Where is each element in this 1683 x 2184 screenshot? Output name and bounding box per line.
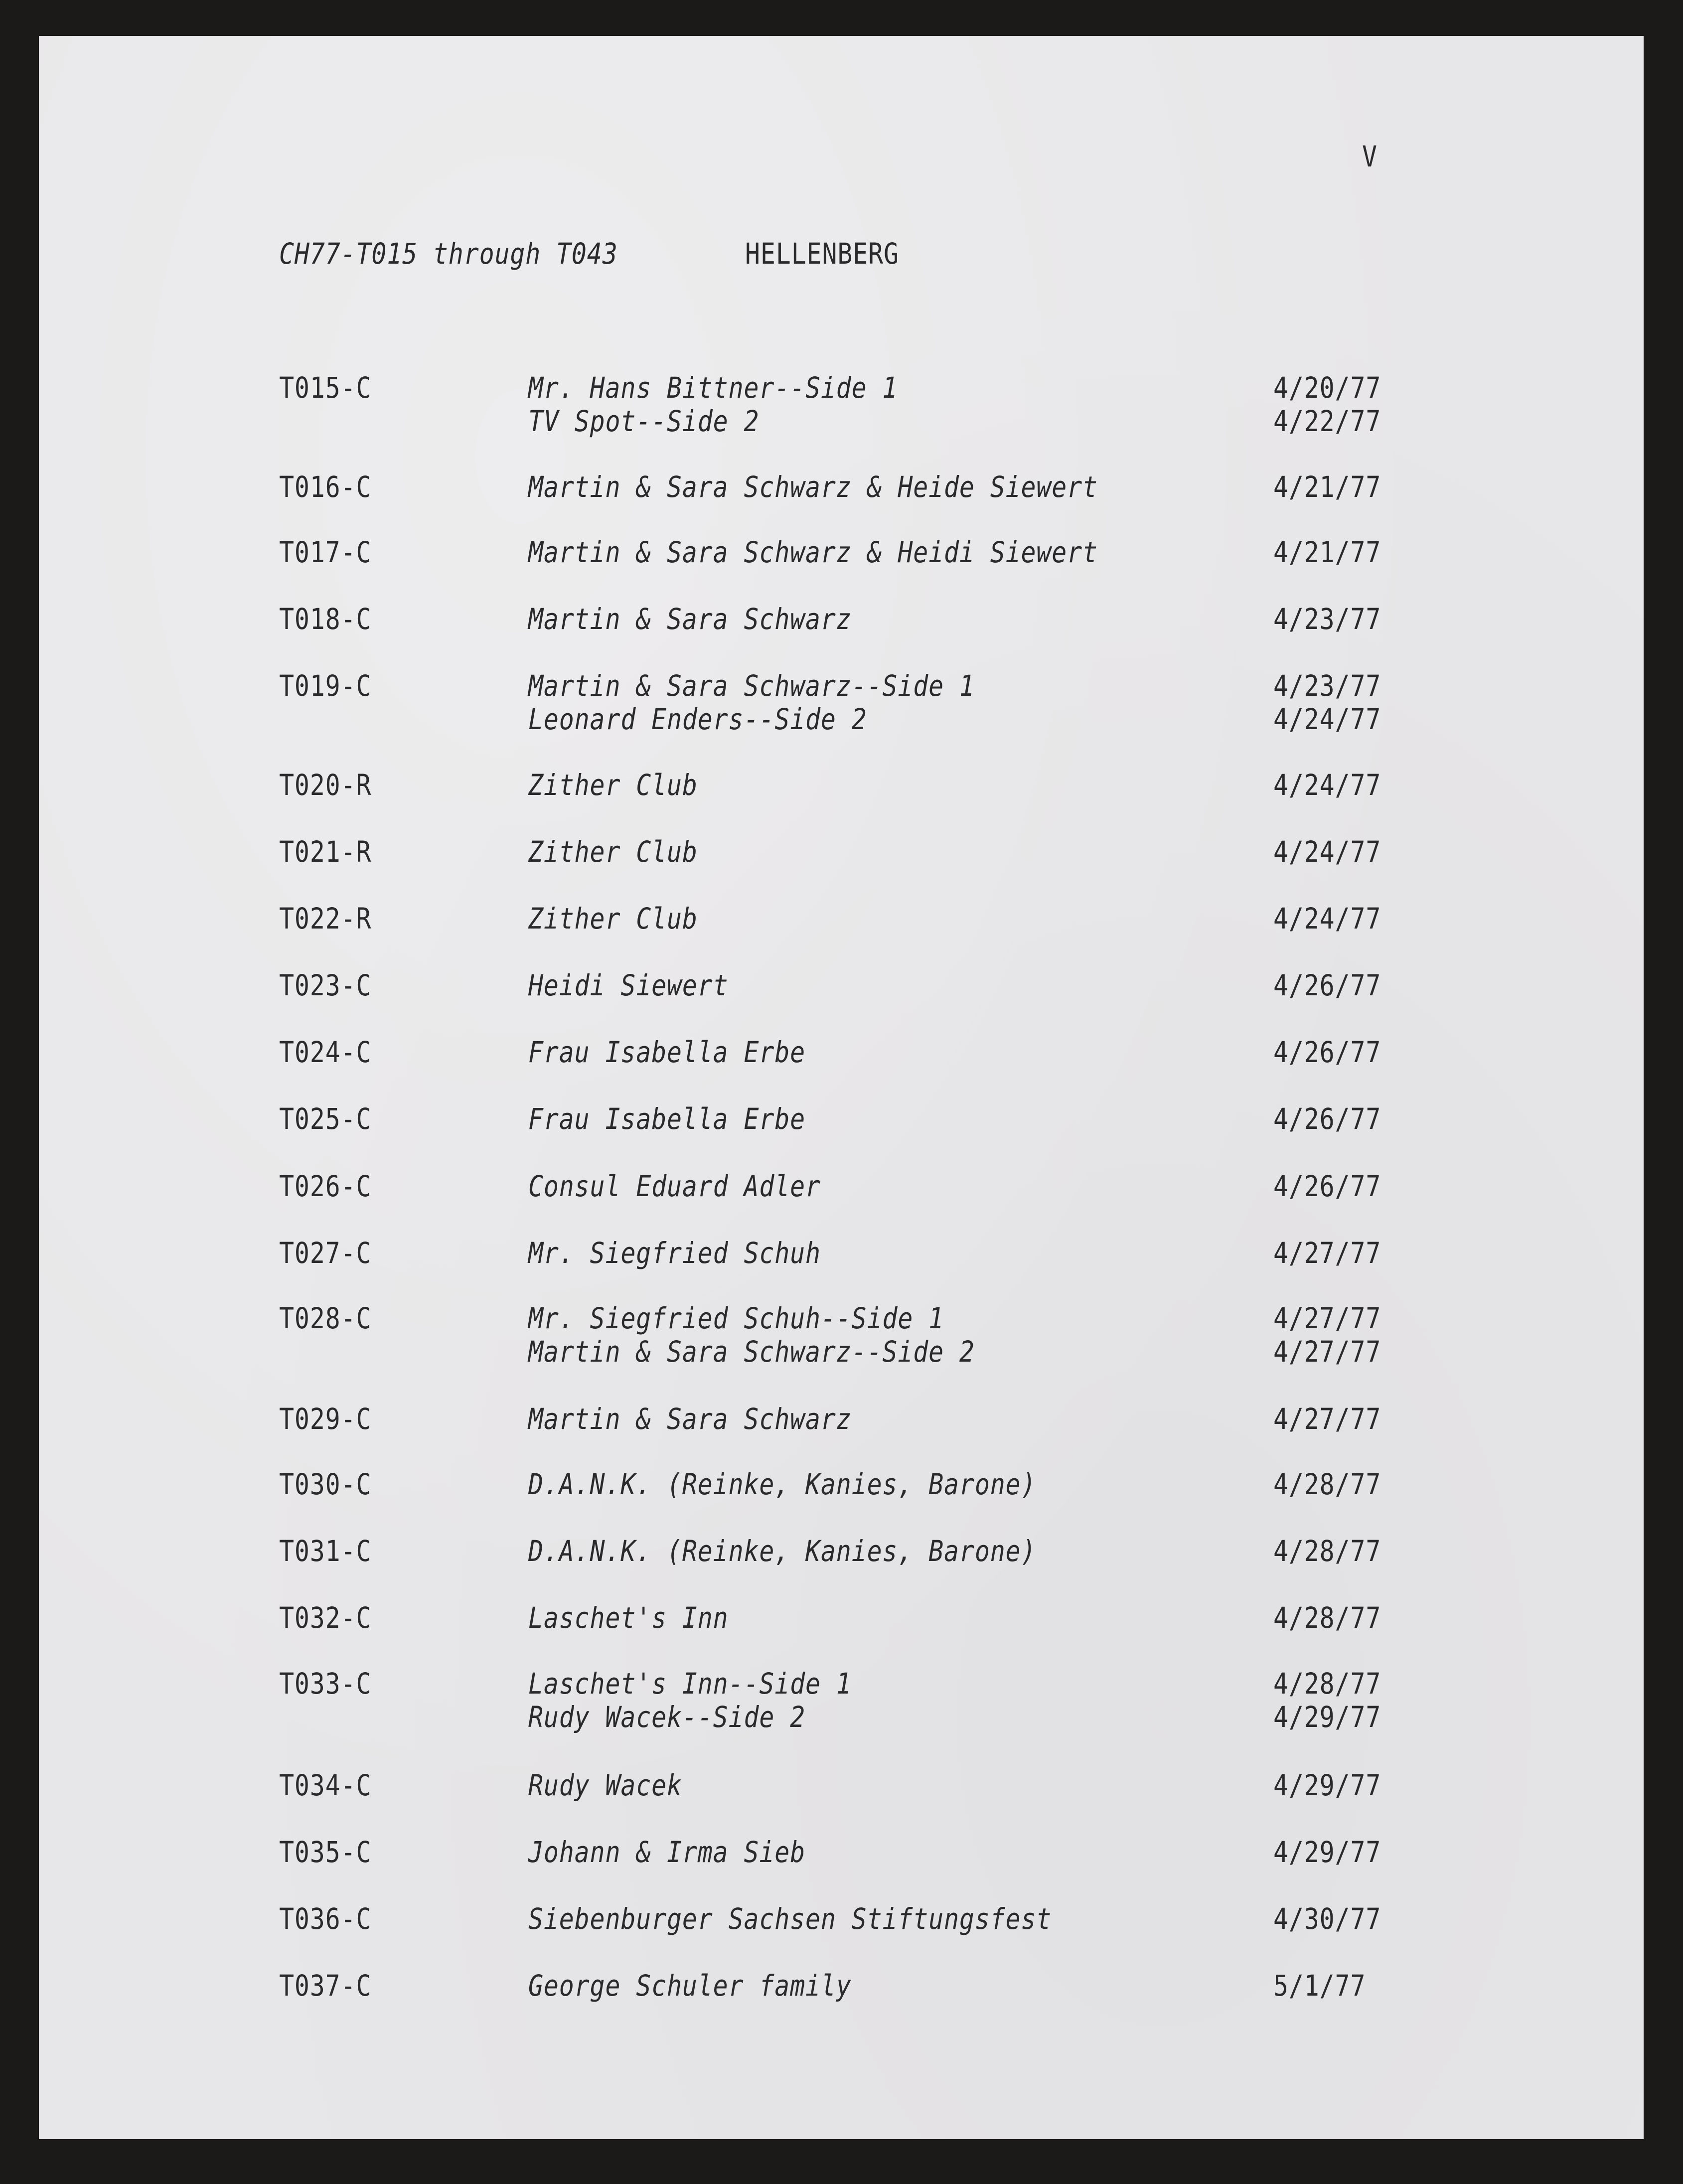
tape-date: 4/27/77 [1273, 1236, 1381, 1270]
tape-description: Heidi Siewert [528, 968, 729, 1002]
tape-description: Martin & Sara Schwarz--Side 2 [528, 1335, 975, 1369]
tape-date: 5/1/77 [1273, 1969, 1366, 2003]
collection-range: CH77-T015 through T043 [279, 237, 618, 271]
tape-date: 4/27/77 [1273, 1402, 1381, 1436]
tape-description: Mr. Siegfried Schuh--Side 1 [528, 1301, 944, 1335]
collection-name: HELLENBERG [745, 237, 899, 271]
tape-id: T028-C [279, 1301, 372, 1335]
tape-description: Mr. Siegfried Schuh [528, 1236, 821, 1270]
tape-date: 4/26/77 [1273, 1035, 1381, 1069]
tape-date: 4/24/77 [1273, 702, 1381, 736]
tape-date: 4/21/77 [1273, 535, 1381, 569]
tape-date: 4/20/77 [1273, 371, 1381, 405]
tape-date: 4/26/77 [1273, 1102, 1381, 1136]
tape-description: D.A.N.K. (Reinke, Kanies, Barone) [528, 1534, 1037, 1568]
tape-id: T030-C [279, 1467, 372, 1501]
tape-date: 4/27/77 [1273, 1301, 1381, 1335]
tape-description: Martin & Sara Schwarz & Heide Siewert [528, 470, 1098, 504]
tape-id: T037-C [279, 1969, 372, 2003]
tape-description: Martin & Sara Schwarz [528, 602, 852, 636]
tape-description: Johann & Irma Sieb [528, 1835, 806, 1869]
tape-id: T017-C [279, 535, 372, 569]
tape-description: TV Spot--Side 2 [528, 404, 760, 438]
document-page [39, 36, 1644, 2139]
tape-id: T022-R [279, 902, 372, 936]
tape-description: Zither Club [528, 768, 698, 802]
tape-date: 4/26/77 [1273, 1169, 1381, 1203]
tape-date: 4/30/77 [1273, 1902, 1381, 1936]
tape-id: T016-C [279, 470, 372, 504]
tape-date: 4/27/77 [1273, 1335, 1381, 1369]
tape-description: D.A.N.K. (Reinke, Kanies, Barone) [528, 1467, 1037, 1501]
tape-id: T035-C [279, 1835, 372, 1869]
page-number: V [1362, 140, 1377, 173]
tape-description: Laschet's Inn [528, 1601, 729, 1635]
tape-id: T018-C [279, 602, 372, 636]
tape-description: Martin & Sara Schwarz & Heidi Siewert [528, 535, 1098, 569]
tape-description: George Schuler family [528, 1969, 852, 2003]
tape-date: 4/24/77 [1273, 768, 1381, 802]
tape-description: Mr. Hans Bittner--Side 1 [528, 371, 898, 405]
tape-id: T032-C [279, 1601, 372, 1635]
tape-description: Frau Isabella Erbe [528, 1102, 806, 1136]
tape-id: T031-C [279, 1534, 372, 1568]
tape-id: T033-C [279, 1667, 372, 1701]
tape-id: T034-C [279, 1768, 372, 1802]
tape-date: 4/24/77 [1273, 902, 1381, 936]
tape-date: 4/29/77 [1273, 1768, 1381, 1802]
tape-id: T015-C [279, 371, 372, 405]
tape-id: T025-C [279, 1102, 372, 1136]
tape-description: Zither Club [528, 835, 698, 869]
tape-date: 4/21/77 [1273, 470, 1381, 504]
tape-id: T019-C [279, 669, 372, 703]
tape-date: 4/29/77 [1273, 1700, 1381, 1734]
tape-id: T023-C [279, 968, 372, 1002]
tape-date: 4/26/77 [1273, 968, 1381, 1002]
tape-description: Siebenburger Sachsen Stiftungsfest [528, 1902, 1052, 1936]
tape-date: 4/28/77 [1273, 1601, 1381, 1635]
tape-date: 4/23/77 [1273, 669, 1381, 703]
tape-description: Martin & Sara Schwarz--Side 1 [528, 669, 975, 703]
tape-id: T027-C [279, 1236, 372, 1270]
tape-date: 4/29/77 [1273, 1835, 1381, 1869]
tape-id: T021-R [279, 835, 372, 869]
tape-description: Laschet's Inn--Side 1 [528, 1667, 852, 1701]
tape-date: 4/28/77 [1273, 1467, 1381, 1501]
tape-id: T029-C [279, 1402, 372, 1436]
tape-description: Rudy Wacek--Side 2 [528, 1700, 806, 1734]
tape-description: Zither Club [528, 902, 698, 936]
tape-id: T020-R [279, 768, 372, 802]
tape-date: 4/28/77 [1273, 1667, 1381, 1701]
tape-description: Rudy Wacek [528, 1768, 682, 1802]
tape-date: 4/22/77 [1273, 404, 1381, 438]
tape-id: T036-C [279, 1902, 372, 1936]
tape-id: T026-C [279, 1169, 372, 1203]
tape-date: 4/23/77 [1273, 602, 1381, 636]
tape-description: Leonard Enders--Side 2 [528, 702, 867, 736]
tape-description: Frau Isabella Erbe [528, 1035, 806, 1069]
tape-date: 4/28/77 [1273, 1534, 1381, 1568]
tape-description: Consul Eduard Adler [528, 1169, 821, 1203]
tape-date: 4/24/77 [1273, 835, 1381, 869]
tape-description: Martin & Sara Schwarz [528, 1402, 852, 1436]
tape-id: T024-C [279, 1035, 372, 1069]
